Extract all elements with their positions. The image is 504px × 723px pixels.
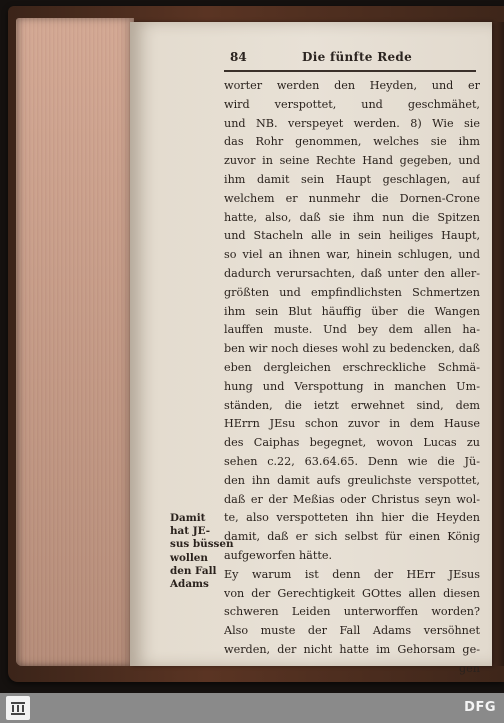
page-right-shadow [492, 22, 504, 666]
text-line: lauffen muste. Und bey dem allen ha- [224, 323, 480, 337]
text-line: welchem er nunmehr die Dornen-Crone [224, 191, 480, 205]
footer-strip [0, 693, 504, 723]
header-rule [224, 70, 476, 72]
page-header [230, 50, 480, 68]
margin-note-line: hat JE- [170, 525, 211, 538]
margin-note-line: sus büssen [170, 538, 234, 551]
text-line: so viel an ihnen war, hinein schlugen, und [224, 248, 480, 262]
page-number: 84 [230, 50, 247, 64]
text-line: worter werden den Heyden, und er [224, 79, 480, 92]
text-line: schweren Leiden unterworffen worden? [224, 605, 480, 619]
margin-note [170, 512, 234, 591]
text-line: und Stacheln alle in sein heiliges Haupt, [224, 229, 480, 243]
text-line: zuvor in seine Rechte Hand gegeben, und [224, 154, 480, 168]
text-line: größten und empfindlichsten Schmertzen [224, 285, 480, 299]
text-line: des Caiphas begegnet, wovon Lucas zu [224, 436, 480, 450]
text-line: HErrn JEsu schon zuvor in dem Hause [224, 417, 480, 431]
margin-note-line: Damit [170, 512, 206, 524]
text-line: ständen, die ietzt erwehnet sind, dem [224, 398, 480, 412]
text-line: wird verspottet, und geschmähet, [224, 97, 480, 111]
text-line: werden, der nicht hatte im Gehorsam ge- [224, 642, 480, 656]
text-line: das Rohr genommen, welches sie ihm [224, 135, 480, 149]
text-line: den ihn damit aufs greulichste verspottet, [224, 473, 480, 487]
body-text [224, 77, 480, 679]
text-line: aufgeworfen hätte. [224, 548, 333, 562]
text-line: hatte, also, daß sie ihm nun die Spitzen [224, 210, 480, 224]
margin-note-line: wollen [170, 551, 208, 564]
text-line: ben wir noch dieses wohl zu bedencken, daß [224, 342, 480, 356]
running-head: Die fünfte Rede [302, 50, 413, 64]
text-line: damit, daß er sich selbst für einen König [224, 530, 480, 544]
text-line: te, also verspotteten ihn hier die Heyden [224, 511, 480, 525]
margin-note-line: Adams [170, 578, 209, 591]
library-logo-icon [6, 696, 30, 720]
text-line: ihm sein Blut häuffig über die Wangen [224, 304, 480, 318]
text-line: Ey warum ist denn der HErr JEsus [224, 567, 480, 581]
text-line: und NB. verspeyet werden. 8) Wie sie [224, 116, 480, 130]
text-line: von der Gerechtigkeit GOttes allen diesen [224, 586, 480, 600]
page-edges-stack [16, 18, 134, 666]
printed-page [130, 22, 492, 675]
text-line: sehen c.22, 63.64.65. Denn wie die Jü- [224, 454, 480, 468]
text-line: Also muste der Fall Adams versöhnet [224, 624, 480, 638]
text-line: eben dergleichen erschreckliche Schmä- [224, 360, 480, 374]
dfg-logo: DFG [464, 700, 496, 715]
text-line: dadurch verursachten, daß unter den aller- [224, 266, 480, 280]
text-line: daß er der Meßias oder Christus seyn wol- [224, 492, 480, 506]
text-line: hung und Verspottung in manchen Um- [224, 379, 480, 393]
margin-note-line: den Fall [170, 564, 217, 577]
text-line: ihm damit sein Haupt geschlagen, auf [224, 172, 480, 186]
text-line: gen [459, 661, 480, 675]
